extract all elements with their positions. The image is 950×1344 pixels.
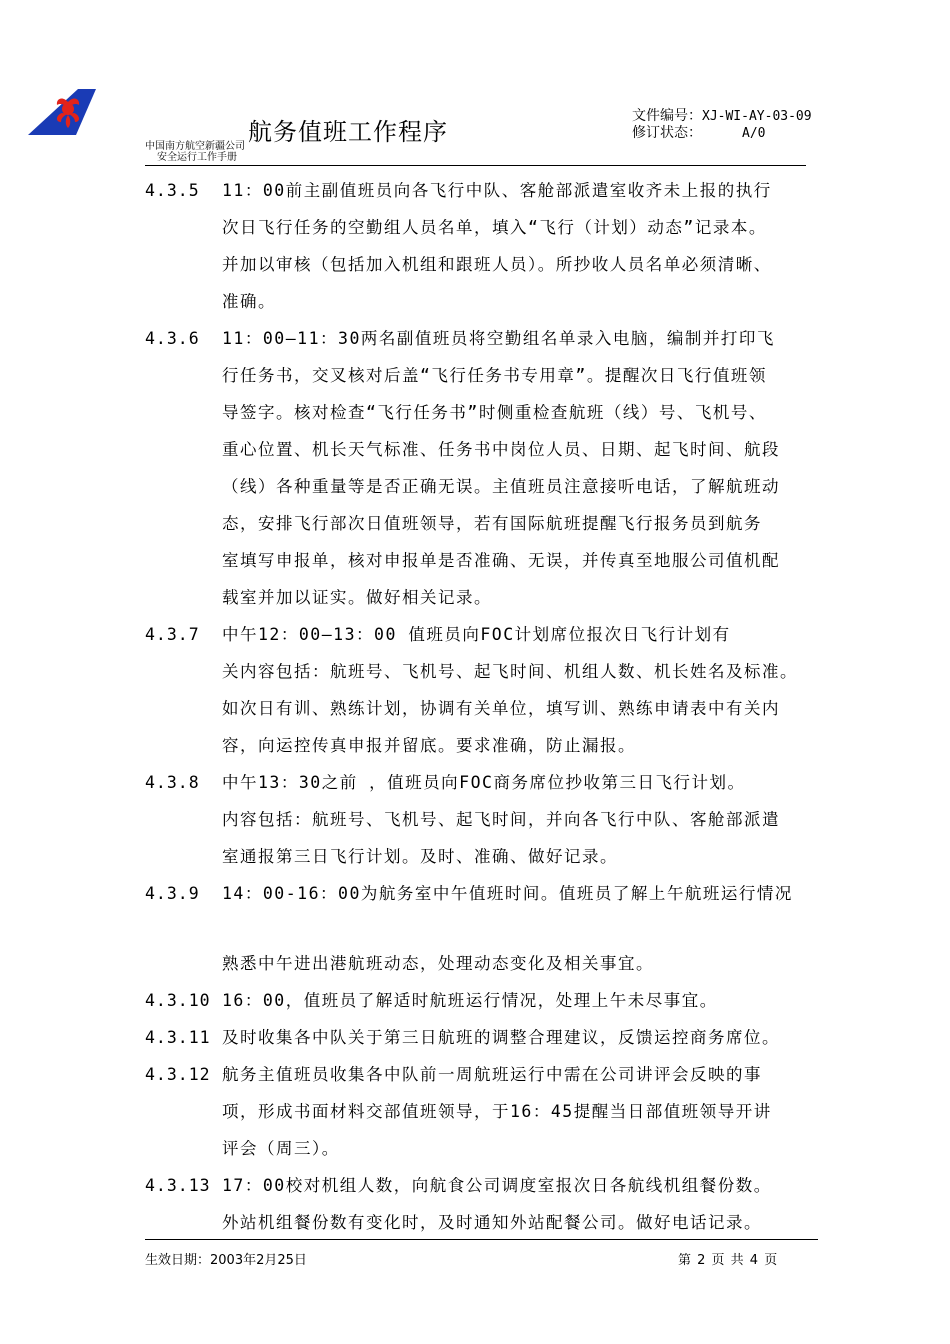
revision-value: A/0 xyxy=(742,126,766,141)
procedure-line: 中午12：00—13：00 值班员向FOC计划席位报次日飞行计划有 xyxy=(222,625,731,644)
procedure-number: 4.3.13 xyxy=(145,1176,211,1195)
procedure-item xyxy=(145,875,810,982)
procedure-line: 16：00，值班员了解适时航班运行情况，处理上午未尽事宜。 xyxy=(222,991,718,1010)
procedure-item xyxy=(145,1056,810,1167)
procedure-text xyxy=(222,1056,810,1167)
procedure-item xyxy=(145,320,810,616)
procedure-line: 室通报第三日飞行计划。及时、准确、做好记录。 xyxy=(222,847,618,866)
procedure-text xyxy=(222,1167,810,1241)
procedure-line: 行任务书，交叉核对后盖“飞行任务书专用章”。提醒次日飞行值班领 xyxy=(222,366,767,385)
procedure-line: 态，安排飞行部次日值班领导，若有国际航班提醒飞行报务员到航务 xyxy=(222,514,762,533)
procedure-line: 次日飞行任务的空勤组人员名单，填入“飞行（计划）动态”记录本。 xyxy=(222,218,767,237)
procedure-line: 导签字。核对检查“飞行任务书”时侧重检查航班（线）号、飞机号、 xyxy=(222,403,767,422)
procedure-line: 项，形成书面材料交部值班领导，于16：45提醒当日部值班领导开讲 xyxy=(222,1102,772,1121)
procedure-line: 17：00校对机组人数，向航食公司调度室报次日各航线机组餐份数。 xyxy=(222,1176,772,1195)
procedure-line: 航务主值班员收集各中队前一周航班运行中需在公司讲评会反映的事 xyxy=(222,1065,762,1084)
manual-name: 安全运行工作手册 xyxy=(157,152,237,163)
procedure-line: 熟悉中午进出港航班动态，处理动态变化及相关事宜。 xyxy=(222,954,654,973)
page-number: 第 2 页 共 4 页 xyxy=(678,1253,779,1268)
procedure-item xyxy=(145,1167,810,1241)
procedure-line: 容，向运控传真申报并留底。要求准确，防止漏报。 xyxy=(222,736,636,755)
file-number-label: 文件编号： xyxy=(632,108,702,124)
procedure-line: 并加以审核（包括加入机组和跟班人员）。所抄收人员名单必须清晰、 xyxy=(222,255,772,274)
file-number-value: XJ-WI-AY-03-09 xyxy=(702,109,812,124)
procedure-number: 4.3.12 xyxy=(145,1065,211,1084)
procedure-line: 评会（周三）。 xyxy=(222,1139,340,1158)
procedure-line: 室填写申报单，核对申报单是否准确、无误，并传真至地服公司值机配 xyxy=(222,551,780,570)
procedure-line: 及时收集各中队关于第三日航班的调整合理建议，反馈运控商务席位。 xyxy=(222,1028,780,1047)
procedure-line: 准确。 xyxy=(222,292,276,311)
procedure-text xyxy=(222,320,810,616)
procedure-number: 4.3.8 xyxy=(145,773,200,792)
procedure-text xyxy=(222,982,810,1019)
procedure-number: 4.3.5 xyxy=(145,181,200,200)
procedure-line: 外站机组餐份数有变化时，及时通知外站配餐公司。做好电话记录。 xyxy=(222,1213,762,1232)
footer-divider xyxy=(145,1239,818,1240)
procedure-item xyxy=(145,1019,810,1056)
procedure-line: 11：00前主副值班员向各飞行中队、客舱部派遣室收齐未上报的执行 xyxy=(222,181,772,200)
header-divider xyxy=(145,165,806,166)
document-meta xyxy=(632,108,812,142)
document-title: 航务值班工作程序 xyxy=(248,118,448,146)
file-number-row xyxy=(632,108,812,125)
revision-row xyxy=(632,125,812,142)
procedure-text xyxy=(222,764,810,875)
procedure-item xyxy=(145,764,810,875)
procedure-line: 内容包括：航班号、飞机号、起飞时间，并向各飞行中队、客舱部派遣 xyxy=(222,810,780,829)
procedure-text xyxy=(222,616,810,764)
procedure-line: 重心位置、机长天气标准、任务书中岗位人员、日期、起飞时间、航段 xyxy=(222,440,780,459)
procedure-number: 4.3.7 xyxy=(145,625,200,644)
procedure-line: 11：00—11：30两名副值班员将空勤组名单录入电脑，编制并打印飞 xyxy=(222,329,775,348)
procedure-line: 中午13：30之前 ，值班员向FOC商务席位抄收第三日飞行计划。 xyxy=(222,773,746,792)
procedure-line: 关内容包括：航班号、飞机号、起飞时间、机组人数、机长姓名及标准。 xyxy=(222,662,798,681)
procedure-number: 4.3.10 xyxy=(145,991,211,1010)
revision-label: 修订状态： xyxy=(632,125,702,141)
blank-line xyxy=(222,912,810,945)
organization-name: 中国南方航空新疆公司 xyxy=(145,141,245,152)
procedure-line: 如次日有训、熟练计划，协调有关单位，填写训、熟练申请表中有关内 xyxy=(222,699,780,718)
procedure-item xyxy=(145,616,810,764)
procedure-number: 4.3.11 xyxy=(145,1028,211,1047)
china-southern-kapok-logo-icon xyxy=(28,89,96,135)
procedure-item xyxy=(145,172,810,320)
procedure-text xyxy=(222,875,810,982)
procedure-line: 14：00-16：00为航务室中午值班时间。值班员了解上午航班运行情况 xyxy=(222,884,793,903)
procedure-line: 载室并加以证实。做好相关记录。 xyxy=(222,588,492,607)
procedure-number: 4.3.9 xyxy=(145,884,200,903)
procedure-text xyxy=(222,1019,810,1056)
procedure-line: （线）各种重量等是否正确无误。主值班员注意接听电话，了解航班动 xyxy=(222,477,780,496)
procedure-item xyxy=(145,982,810,1019)
effective-date: 生效日期：2003年2月25日 xyxy=(145,1253,307,1268)
procedure-number: 4.3.6 xyxy=(145,329,200,348)
procedure-content xyxy=(145,172,810,1241)
procedure-text xyxy=(222,172,810,320)
